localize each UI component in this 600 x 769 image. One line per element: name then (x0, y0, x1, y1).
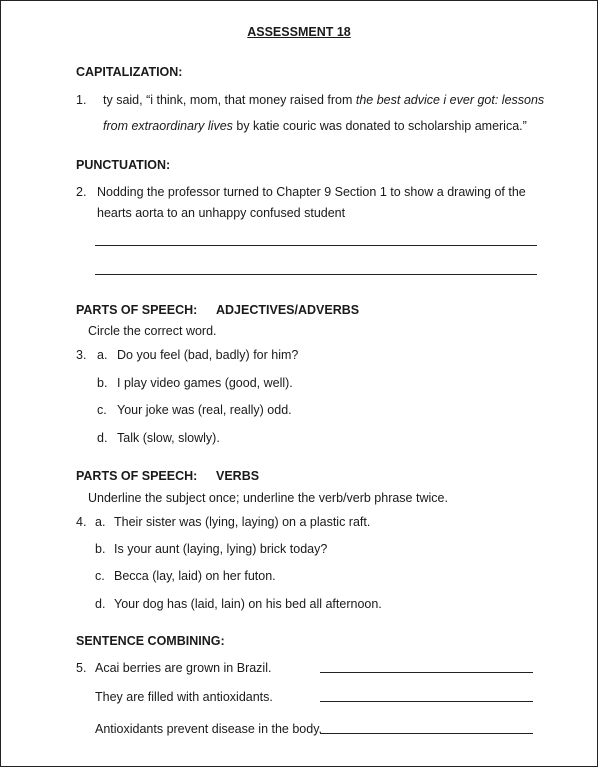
sentence-text: They are filled with antioxidants. (95, 690, 273, 704)
item-text: Do you feel (bad, badly) for him? (117, 348, 299, 362)
question-number-3: 3. (76, 348, 87, 362)
answer-line[interactable] (95, 274, 537, 275)
question-number-1: 1. (76, 93, 87, 107)
item-letter: b. (95, 542, 106, 556)
answer-line[interactable] (320, 701, 533, 702)
sentence-text: Antioxidants prevent disease in the body. (95, 722, 322, 736)
instruction-text: Underline the subject once; underline the verb/verb phrase twice. (88, 491, 448, 505)
item-letter: a. (95, 515, 106, 529)
item-letter: c. (95, 569, 105, 583)
question-number-2: 2. (76, 185, 87, 199)
question-number-4: 4. (76, 515, 87, 529)
item-letter: b. (97, 376, 108, 390)
verbs-subheading: VERBS (216, 469, 260, 483)
answer-line[interactable] (320, 672, 533, 673)
item-letter: d. (95, 597, 106, 611)
question-number-5: 5. (76, 661, 87, 675)
question-2-line-2: hearts aorta to an unhappy confused student (97, 206, 346, 220)
question-2-line-1: Nodding the professor turned to Chapter 9 Section 1 to show a drawing of the (97, 185, 526, 199)
item-text: I play video games (good, well). (117, 376, 293, 390)
answer-line[interactable] (320, 733, 533, 734)
parts-of-speech-heading: PARTS OF SPEECH: (76, 469, 198, 483)
item-letter: c. (97, 403, 107, 417)
punctuation-heading: PUNCTUATION: (76, 158, 171, 172)
item-text: Your joke was (real, really) odd. (117, 403, 292, 417)
item-text: Talk (slow, slowly). (117, 431, 220, 445)
instruction-text: Circle the correct word. (88, 324, 217, 338)
page-title: ASSESSMENT 18 (247, 25, 351, 39)
item-text: Is your aunt (laying, lying) brick today? (114, 542, 328, 556)
parts-of-speech-heading: PARTS OF SPEECH: (76, 303, 198, 317)
answer-line[interactable] (95, 245, 537, 246)
item-text: Your dog has (laid, lain) on his bed all afternoon. (114, 597, 382, 611)
question-1-line-2: from extraordinary lives by katie couric was donated to scholarship america.” (103, 119, 527, 133)
adjectives-adverbs-subheading: ADJECTIVES/ADVERBS (216, 303, 360, 317)
sentence-text: Acai berries are grown in Brazil. (95, 661, 272, 675)
item-letter: a. (97, 348, 108, 362)
capitalization-heading: CAPITALIZATION: (76, 65, 183, 79)
item-text: Becca (lay, laid) on her futon. (114, 569, 276, 583)
question-1-line-1: ty said, “i think, mom, that money raised from the best advice i ever got: lessons (103, 93, 545, 107)
sentence-combining-heading: SENTENCE COMBINING: (76, 634, 225, 648)
item-letter: d. (97, 431, 108, 445)
item-text: Their sister was (lying, laying) on a plastic raft. (114, 515, 371, 529)
